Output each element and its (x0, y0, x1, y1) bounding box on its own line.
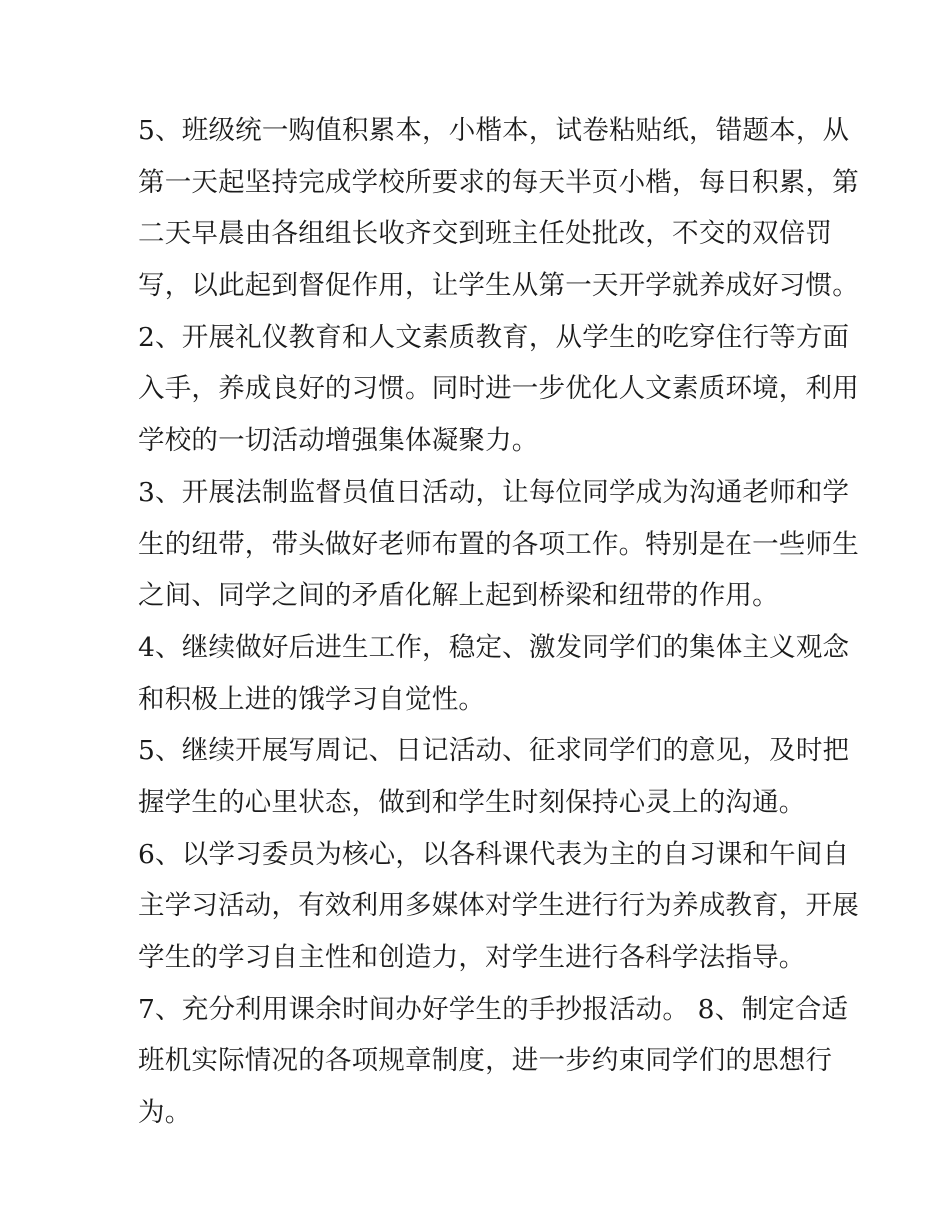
paragraph-line: 3、开展法制监督员值日活动，让每位同学成为沟通老师和学 (138, 476, 850, 508)
paragraph-line: 5、班级统一购值积累本，小楷本，试卷粘贴纸，错题本，从 (138, 115, 850, 146)
paragraph-item-5-stationery (138, 105, 859, 312)
document-body (138, 105, 859, 1139)
paragraph-line: 之间、同学之间的矛盾化解上起到桥梁和纽带的作用。 (138, 580, 779, 612)
paragraph-line: 第一天起坚持完成学校所要求的每天半页小楷，每日积累，第 (138, 166, 859, 198)
paragraph-line: 5、继续开展写周记、日记活动、征求同学们的意见，及时把 (138, 735, 850, 767)
paragraph-line: 握学生的心里状态，做到和学生时刻保持心灵上的沟通。 (138, 786, 806, 818)
paragraph-item-4-struggling-students (138, 622, 850, 725)
paragraph-line: 生的纽带，带头做好老师布置的各项工作。特别是在一些师生 (138, 528, 859, 560)
paragraph-line: 4、继续做好后进生工作，稳定、激发同学们的集体主义观念 (138, 631, 850, 663)
paragraph-line: 写，以此起到督促作用，让学生从第一天开学就养成好习惯。 (138, 270, 859, 302)
paragraph-line: 和积极上进的饿学习自觉性。 (138, 683, 486, 715)
paragraph-line: 入手，养成良好的习惯。同时进一步优化人文素质环境，利用 (138, 373, 859, 405)
paragraph-line: 7、充分利用课余时间办好学生的手抄报活动。 8、制定合适 (138, 993, 849, 1025)
paragraph-line: 二天早晨由各组组长收齐交到班主任处批改，不交的双倍罚 (138, 218, 833, 250)
paragraph-item-6-self-study (138, 829, 859, 984)
paragraph-line: 学校的一切活动增强集体凝聚力。 (138, 425, 539, 457)
paragraph-line: 班机实际情况的各项规章制度，进一步约束同学们的思想行 (138, 1045, 833, 1077)
paragraph-item-3-legal-monitor (138, 467, 859, 622)
paragraph-item-5-journals (138, 725, 850, 828)
paragraph-line: 主学习活动，有效利用多媒体对学生进行行为养成教育，开展 (138, 890, 859, 922)
paragraph-line: 学生的学习自主性和创造力，对学生进行各科学法指导。 (138, 942, 806, 973)
paragraph-line: 为。 (138, 1097, 192, 1129)
paragraph-item-2-etiquette (138, 312, 859, 467)
paragraph-item-7-8-activities-rules (138, 984, 849, 1139)
paragraph-line: 6、以学习委员为核心，以各科课代表为主的自习课和午间自 (138, 838, 850, 870)
paragraph-line: 2、开展礼仪教育和人文素质教育，从学生的吃穿住行等方面 (138, 321, 850, 353)
